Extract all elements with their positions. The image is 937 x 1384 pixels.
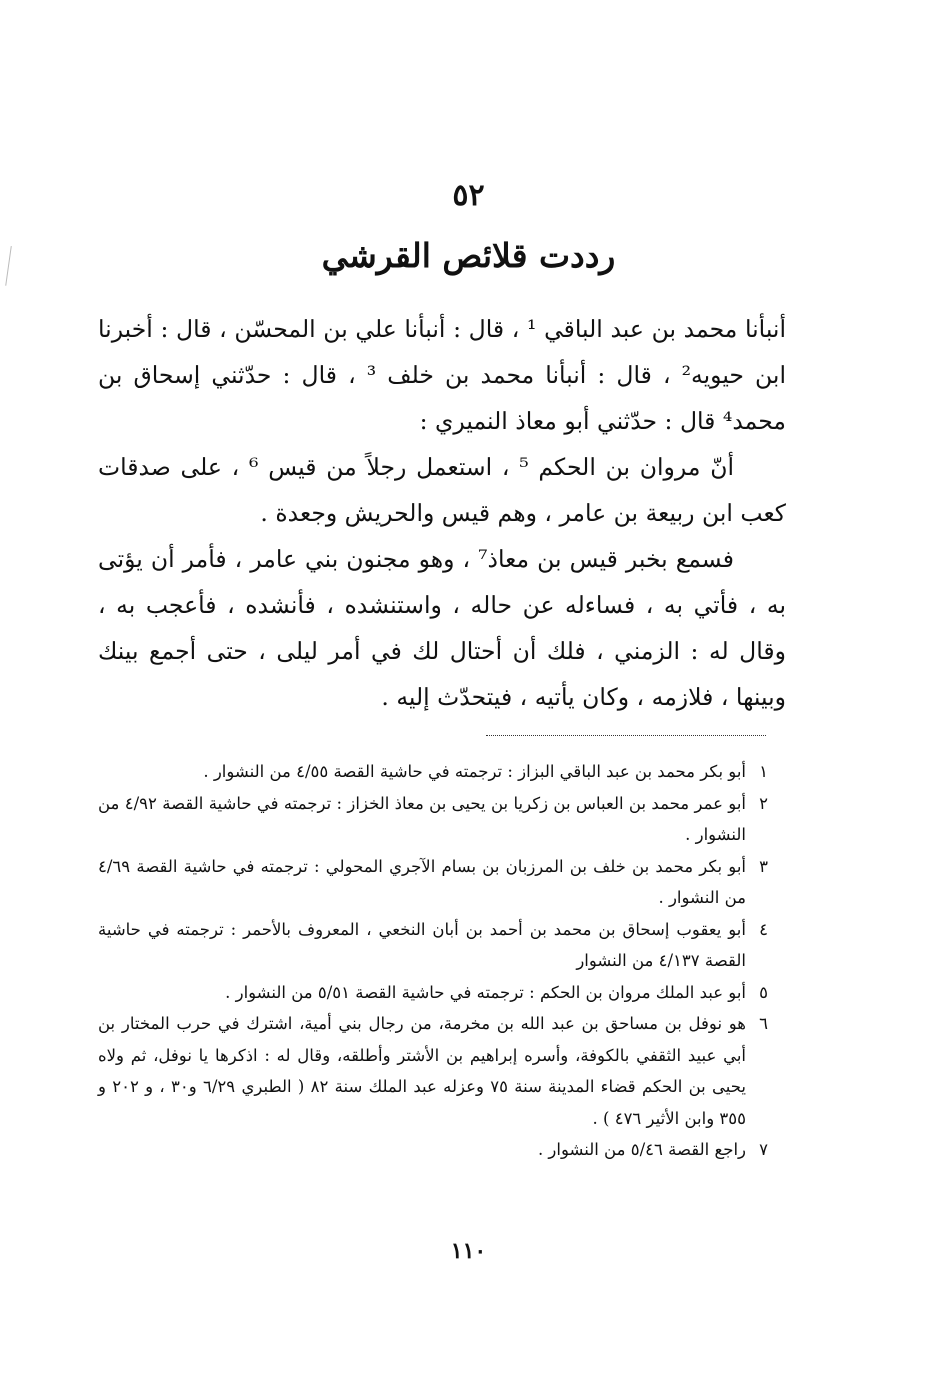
footnote-number: ٤ [759,919,768,939]
paragraph-marwan: أنّ مروان بن الحكم ⁵ ، استعمل رجلاً من قيس ⁶ ، على صدقات كعب ابن ربيعة بن عامر ، وهم قيس والحريش وجعدة . [98,453,786,527]
chapter-title: رددت قلائص القرشي [321,236,616,275]
footnote-number: ١ [759,762,768,781]
footnote-7 [98,1134,768,1166]
footnote-number: ٦ [759,1014,768,1033]
footnote-text: أبو بكر محمد بن خلف بن المرزبان بن بسام الآجري المحولي : ترجمته في حاشية القصة ٤/٦٩ من النشوار . [98,856,746,907]
footnote-number: ٧ [759,1140,768,1159]
footnote-number: ٣ [759,856,768,876]
footnote-6 [98,1008,768,1134]
paragraph-qays: فسمع بخبر قيس بن معاذ⁷ ، وهو مجنون بني عامر ، فأمر أن يؤتى به ، فأتي به ، فساءله عن حاله ، واستنشده ، فأنشده ، فأعجب به ، وقال له : الزمني ، فلك أن أحتال لك في أمر ليلى ، حتى أجمع بينك وبينها ، فلازمه ، وكان يأتيه ، فيتحدّث إليه . [98,545,786,711]
footnote-text: أبو بكر محمد بن عبد الباقي البزاز : ترجمته في حاشية القصة ٤/٥٥ من النشوار . [203,762,746,781]
footnote-number: ٢ [759,793,768,813]
footnote-number: ٥ [759,982,768,1002]
footnote-2 [98,788,768,851]
footnote-text: أبو عبد الملك مروان بن الحكم : ترجمته في حاشية القصة ٥/٥١ من النشوار . [225,982,746,1002]
footnote-5 [98,977,768,1009]
footnote-text: راجع القصة ٥/٤٦ من النشوار . [537,1140,746,1159]
footnote-4 [98,914,768,977]
footnote-text: أبو يعقوب إسحاق بن محمد بن أحمد بن أبان النخعي ، المعروف بالأحمر : ترجمته في حاشية القصة ٤/١٣٧ من النشوار [98,919,746,970]
footnotes-list [98,756,768,1166]
footnote-1 [98,756,768,788]
page-number: ١١٠ [450,1238,487,1264]
body-text [98,306,786,720]
chapter-number: ٥٢ [452,178,485,213]
footnote-3 [98,851,768,914]
paragraph-isnad: أنبأنا محمد بن عبد الباقي ¹ ، قال : أنبأنا علي بن المحسّن ، قال : أخبرنا ابن حيويه² ، قال : أنبأنا محمد بن خلف ³ ، قال : حدّثني إسحاق بن محمد⁴ قال : حدّثني أبو معاذ النميري : [98,315,786,435]
footnote-text: أبو عمر محمد بن العباس بن زكريا بن يحيى بن معاذ الخزاز : ترجمته في حاشية القصة ٤/٩٢ من النشوار . [98,793,746,844]
footnote-text: هو نوفل بن مساحق بن عبد الله بن مخرمة، من رجال بني أمية، اشترك في حرب المختار بن أبي عبيد الثقفي بالكوفة، وأسره إبراهيم بن الأشتر وأطلقه، وقال له : اذكرها يا نوفل، ثم ولاه يحيى بن الحكم قضاء المدينة سنة ٧٥ وعزله عبد الملك سنة ٨٢ ( الطبري ٦/٢٩ و٣٠ ، و ٢٠٢ و ٣٥٥ وابن الأثير ٤٧٦ ) . [98,1014,747,1128]
footnote-separator [486,735,766,736]
